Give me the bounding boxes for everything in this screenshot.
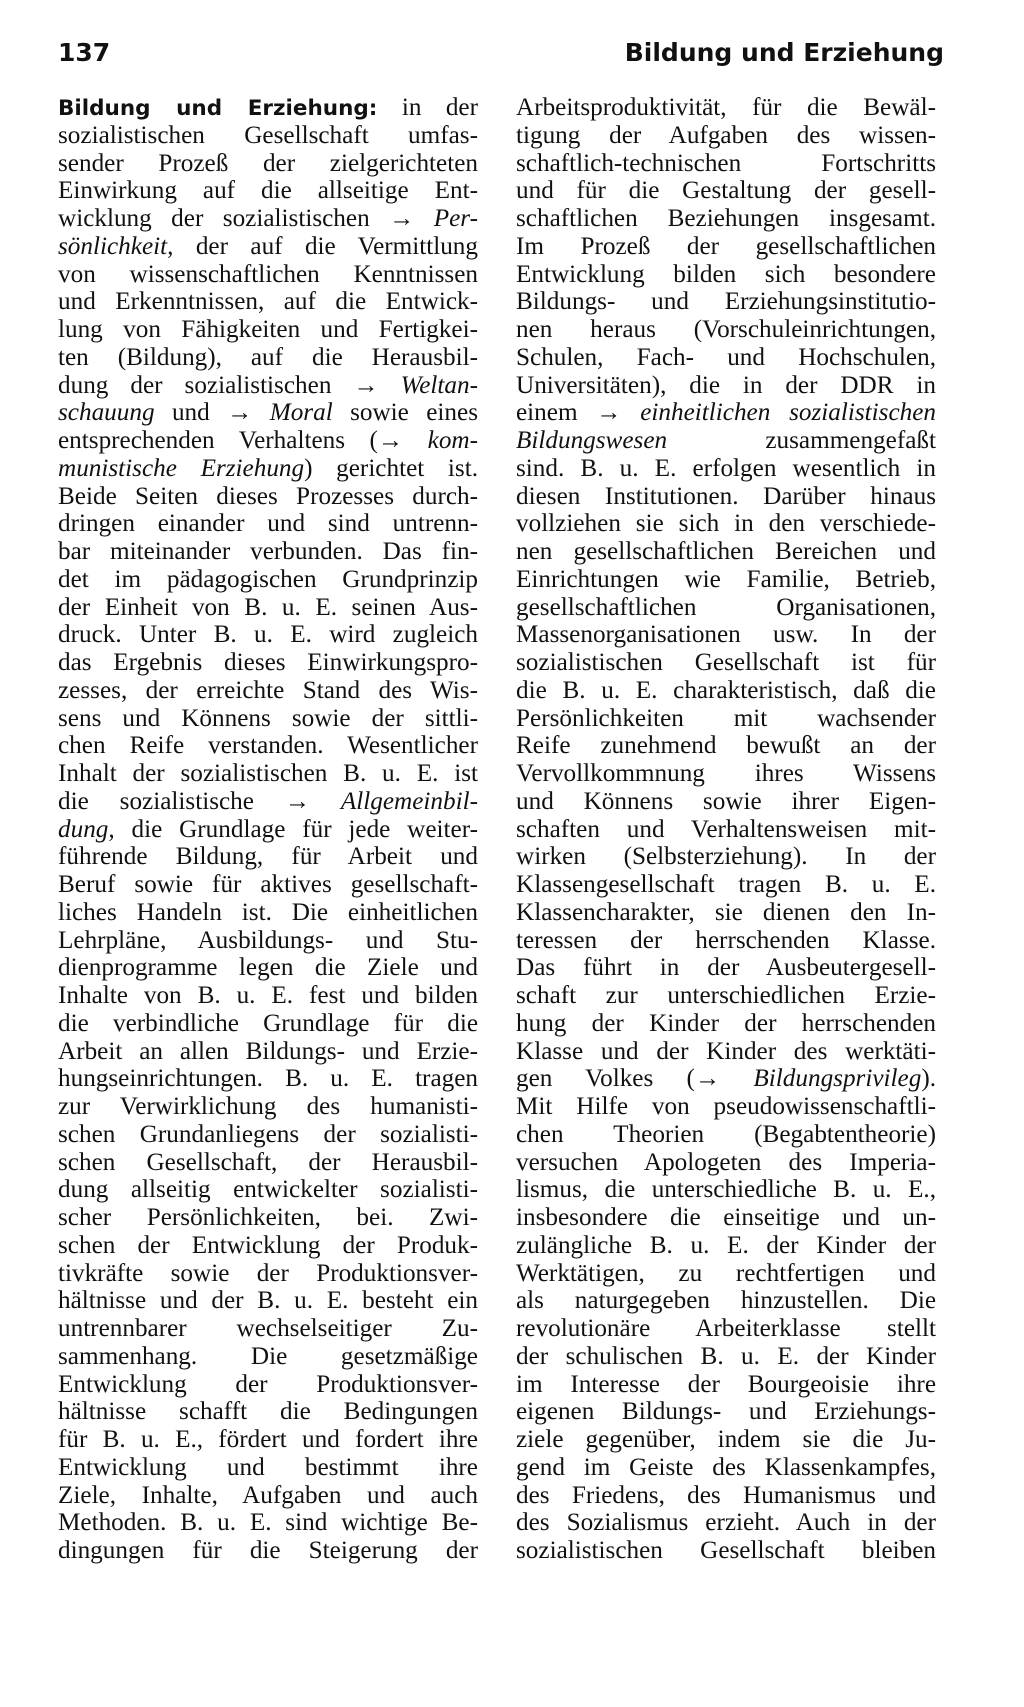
text-line — [58, 1232, 478, 1260]
text-line — [516, 843, 936, 871]
text-column-left — [58, 94, 478, 1565]
entry-headword: Bildung und Erziehung: — [58, 96, 378, 121]
text-line — [516, 1287, 936, 1315]
text-segment: liches Handeln ist. Die einheitlichen — [58, 898, 478, 926]
text-segment: vollziehen sie sich in den verschiede- — [516, 510, 936, 538]
running-head-title: Bildung und Erziehung — [624, 38, 944, 67]
text-line — [58, 288, 478, 316]
text-line — [58, 1537, 478, 1565]
text-line — [58, 1204, 478, 1232]
text-segment: Werktätigen, zu rechtfertigen und — [516, 1259, 936, 1287]
text-line — [516, 927, 936, 955]
text-line — [58, 510, 478, 538]
text-segment: hältnisse schafft die Bedingungen — [58, 1398, 478, 1426]
text-line — [58, 1315, 478, 1343]
text-line — [58, 399, 478, 427]
text-segment: scher Persönlichkeiten, bei. Zwi- — [58, 1204, 478, 1231]
text-line — [58, 233, 478, 261]
text-line — [516, 483, 936, 511]
text-segment: Mit Hilfe von pseudowissenschaftli- — [516, 1093, 936, 1120]
text-segment: nen gesellschaftlichen Bereichen und — [516, 538, 936, 565]
text-line — [516, 1315, 936, 1343]
text-line — [58, 566, 478, 594]
text-line — [516, 94, 936, 122]
text-line — [58, 871, 478, 899]
text-line — [516, 1426, 936, 1454]
text-segment: schen Grundanliegens der sozialisti- — [58, 1120, 478, 1148]
text-segment: Lehrpläne, Ausbildungs- und Stu- — [58, 926, 478, 954]
text-line — [58, 1093, 478, 1121]
text-line — [58, 1509, 478, 1537]
text-segment: einem → — [516, 399, 641, 427]
text-segment: Im Prozeß der gesellschaftlichen — [516, 232, 936, 260]
text-segment: lismus, die unterschiedliche B. u. E., — [516, 1176, 936, 1204]
text-line — [58, 1482, 478, 1510]
cross-reference: kom- — [427, 427, 478, 454]
text-segment: Massenorganisationen usw. In der — [516, 621, 936, 649]
text-segment: die Grundlage für jede weiter- — [114, 815, 478, 843]
text-line — [516, 982, 936, 1010]
text-segment: ten (Bildung), auf die Herausbil- — [58, 343, 478, 371]
text-line — [58, 316, 478, 344]
text-line — [58, 982, 478, 1010]
text-segment: Vervollkommnung ihres Wissens — [516, 760, 936, 787]
text-segment: sozialistischen Gesellschaft bleiben — [516, 1537, 936, 1564]
page-number: 137 — [58, 38, 111, 67]
text-line — [58, 150, 478, 178]
text-line — [58, 1176, 478, 1204]
text-line — [516, 1149, 936, 1177]
cross-reference: Weltan- — [400, 371, 478, 399]
text-segment: wicklung der sozialistischen → — [58, 205, 434, 232]
text-segment: und → — [154, 399, 270, 427]
text-line — [516, 1176, 936, 1204]
text-line — [516, 1398, 936, 1426]
text-line — [58, 455, 478, 483]
text-line — [58, 843, 478, 871]
text-line — [516, 233, 936, 261]
text-segment: schaften und Verhaltensweisen mit- — [516, 815, 936, 843]
text-segment: Entwicklung der Produktionsver- — [58, 1370, 478, 1398]
text-line — [58, 760, 478, 788]
text-segment: Schulen, Fach- und Hochschulen, — [516, 343, 936, 371]
text-line — [516, 816, 936, 844]
text-segment: für B. u. E., fördert und fordert ihre — [58, 1426, 478, 1453]
text-segment: chen Theorien (Begabtentheorie) — [516, 1120, 936, 1148]
text-segment: tivkräfte sowie der Produktionsver- — [58, 1259, 478, 1287]
text-segment: Universitäten), die in der DDR in — [516, 371, 936, 399]
text-line — [516, 1232, 936, 1260]
text-line — [58, 372, 478, 400]
text-segment: eigenen Bildungs- und Erziehungs- — [516, 1398, 936, 1426]
text-line — [516, 1343, 936, 1371]
text-line — [58, 1010, 478, 1038]
text-segment: als naturgegeben hinzustellen. Die — [516, 1287, 936, 1315]
text-line — [58, 954, 478, 982]
text-line — [516, 677, 936, 705]
text-segment: und Erkenntnissen, auf die Entwick- — [58, 288, 478, 316]
text-line — [58, 1343, 478, 1371]
text-segment: Klassencharakter, sie dienen den In- — [516, 898, 936, 926]
text-segment: schen der Entwicklung der Produk- — [58, 1231, 478, 1259]
text-segment: sender Prozeß der zielgerichteten — [58, 149, 478, 177]
text-segment: dung allseitig entwickelter sozialisti- — [58, 1176, 478, 1204]
text-segment: des Friedens, des Humanismus und — [516, 1481, 936, 1509]
text-segment: teressen der herrschenden Klasse. — [516, 926, 936, 954]
text-segment: Inhalt der sozialistischen B. u. E. ist — [58, 760, 478, 787]
text-line — [516, 205, 936, 233]
text-segment: Entwicklung und bestimmt ihre — [58, 1453, 478, 1481]
text-line — [516, 1260, 936, 1288]
cross-reference: munistische Erziehung — [58, 454, 305, 482]
text-segment: und für die Gestaltung der gesell- — [516, 177, 936, 205]
text-segment: sind. B. u. E. erfolgen wesentlich in — [516, 454, 936, 482]
text-segment: die verbindliche Grundlage für die — [58, 1009, 478, 1037]
text-segment: sowie eines — [332, 399, 479, 427]
text-segment: Beide Seiten dieses Prozesses durch- — [58, 482, 478, 510]
text-line — [516, 705, 936, 733]
text-segment: im Interesse der Bourgeoisie ihre — [516, 1370, 936, 1398]
text-segment: schen Gesellschaft, der Herausbil- — [58, 1148, 478, 1176]
text-line — [58, 427, 478, 455]
text-segment: entsprechenden Verhaltens (→ — [58, 427, 428, 454]
text-line — [516, 1204, 936, 1232]
text-segment: zesses, der erreichte Stand des Wis- — [58, 676, 478, 704]
text-segment: zur Verwirklichung des humanisti- — [58, 1093, 478, 1120]
text-line — [516, 538, 936, 566]
text-segment: Entwicklung bilden sich besondere — [516, 260, 936, 288]
text-segment: zusammengefaßt — [667, 427, 936, 454]
text-segment: in der — [377, 94, 478, 121]
text-line — [516, 1482, 936, 1510]
text-line — [516, 954, 936, 982]
text-segment: der schulischen B. u. E. der Kinder — [516, 1342, 936, 1370]
text-line — [58, 94, 478, 122]
text-line — [58, 1398, 478, 1426]
text-segment: untrennbarer wechselseitiger Zu- — [58, 1315, 478, 1342]
text-line — [58, 1149, 478, 1177]
text-line — [58, 1065, 478, 1093]
text-segment: Arbeitsproduktivität, für die Bewäl- — [516, 94, 936, 121]
text-segment: dung der sozialistischen → — [58, 371, 401, 399]
text-line — [58, 1038, 478, 1066]
text-line — [58, 649, 478, 677]
text-segment: gesellschaftlichen Organisationen, — [516, 593, 936, 621]
cross-reference: schauung — [58, 399, 155, 427]
text-line — [58, 344, 478, 372]
text-line — [58, 732, 478, 760]
text-segment: zulängliche B. u. E. der Kinder der — [516, 1231, 936, 1259]
text-segment: sens und Könnens sowie der sittli- — [58, 704, 478, 732]
text-line — [58, 1426, 478, 1454]
text-line — [58, 927, 478, 955]
text-line — [516, 1454, 936, 1482]
text-line — [58, 177, 478, 205]
text-segment: dringen einander und sind untrenn- — [58, 510, 478, 538]
text-segment: Persönlichkeiten mit wachsender — [516, 704, 936, 732]
text-segment: Klasse und der Kinder des werktäti- — [516, 1037, 936, 1065]
text-line — [58, 1121, 478, 1149]
text-segment: dienprogramme legen die Ziele und — [58, 954, 478, 982]
text-line — [58, 1287, 478, 1315]
text-line — [516, 399, 936, 427]
text-line — [516, 344, 936, 372]
cross-reference: dung, — [58, 815, 115, 843]
text-segment: ). — [921, 1065, 936, 1093]
text-line — [516, 732, 936, 760]
text-line — [516, 871, 936, 899]
cross-reference: Per- — [433, 205, 478, 232]
text-segment: schaftlichen Beziehungen insgesamt. — [516, 205, 936, 232]
text-segment: das Ergebnis dieses Einwirkungspro- — [58, 649, 478, 676]
text-segment: Ziele, Inhalte, Aufgaben und auch — [58, 1481, 478, 1509]
cross-reference: Allgemeinbil- — [340, 787, 478, 815]
cross-reference: Bildungswesen — [516, 427, 668, 454]
text-segment: Einwirkung auf die allseitige Ent- — [58, 177, 478, 205]
text-segment: Einrichtungen wie Familie, Betrieb, — [516, 565, 936, 593]
text-line — [516, 1121, 936, 1149]
text-line — [516, 150, 936, 178]
text-line — [58, 816, 478, 844]
text-segment: tigung der Aufgaben des wissen- — [516, 121, 936, 149]
text-segment: Klassengesellschaft tragen B. u. E. — [516, 871, 936, 898]
text-line — [58, 483, 478, 511]
text-line — [58, 705, 478, 733]
text-line — [516, 1038, 936, 1066]
text-segment: schaft zur unterschiedlichen Erzie- — [516, 982, 936, 1009]
text-segment: hung der Kinder der herrschenden — [516, 1009, 936, 1037]
text-segment: Arbeit an allen Bildungs- und Erzie- — [58, 1037, 478, 1065]
text-segment: nen heraus (Vorschuleinrichtungen, — [516, 316, 936, 343]
text-line — [58, 788, 478, 816]
text-segment: chen Reife verstanden. Wesentlicher — [58, 732, 478, 760]
text-segment: hungseinrichtungen. B. u. E. tragen — [58, 1065, 478, 1093]
text-line — [58, 1454, 478, 1482]
text-line — [516, 788, 936, 816]
text-segment: des Sozialismus erzieht. Auch in der — [516, 1509, 936, 1537]
text-line — [516, 1537, 936, 1565]
text-line — [58, 899, 478, 927]
text-segment: von wissenschaftlichen Kenntnissen — [58, 260, 478, 288]
text-line — [516, 1093, 936, 1121]
text-line — [58, 1260, 478, 1288]
text-segment: sozialistischen Gesellschaft ist für — [516, 649, 936, 676]
text-segment: sammenhang. Die gesetzmäßige — [58, 1342, 478, 1370]
text-line — [516, 427, 936, 455]
text-segment: der Einheit von B. u. E. seinen Aus- — [58, 593, 478, 621]
text-segment: der auf die Vermittlung — [173, 232, 478, 260]
text-segment: dingungen für die Steigerung der — [58, 1537, 478, 1564]
text-line — [516, 1065, 936, 1093]
text-line — [516, 566, 936, 594]
text-segment: gen Volkes (→ — [516, 1065, 754, 1093]
text-segment: hältnisse und der B. u. E. besteht ein — [58, 1287, 478, 1315]
text-line — [516, 594, 936, 622]
text-segment: Bildungs- und Erziehungsinstitutio- — [516, 288, 936, 316]
text-line — [516, 316, 936, 344]
text-segment: Methoden. B. u. E. sind wichtige Be- — [58, 1509, 478, 1537]
text-segment: insbesondere die einseitige und un- — [516, 1204, 936, 1231]
text-segment: die B. u. E. charakteristisch, daß die — [516, 676, 936, 704]
text-line — [516, 455, 936, 483]
text-segment: bar miteinander verbunden. Das fin- — [58, 538, 478, 565]
text-segment: ) gerichtet ist. — [304, 454, 478, 482]
text-segment: Reife zunehmend bewußt an der — [516, 732, 936, 760]
text-line — [516, 122, 936, 150]
cross-reference: Bildungsprivileg — [753, 1065, 922, 1093]
text-segment: druck. Unter B. u. E. wird zugleich — [58, 621, 478, 649]
text-line — [516, 177, 936, 205]
cross-reference: sönlichkeit, — [58, 232, 174, 260]
text-segment: lung von Fähigkeiten und Fertigkei- — [58, 316, 478, 343]
text-line — [516, 899, 936, 927]
text-segment: führende Bildung, für Arbeit und — [58, 843, 478, 871]
text-segment: die sozialistische → — [58, 787, 341, 815]
text-segment: Das führt in der Ausbeutergesell- — [516, 954, 936, 982]
text-segment: versuchen Apologeten des Imperia- — [516, 1148, 936, 1176]
text-line — [58, 594, 478, 622]
text-line — [58, 677, 478, 705]
text-line — [58, 205, 478, 233]
text-segment: schaftlich-technischen Fortschritts — [516, 149, 936, 177]
running-head — [58, 38, 944, 78]
text-line — [516, 510, 936, 538]
text-line — [516, 261, 936, 289]
text-line — [58, 621, 478, 649]
text-segment: wirken (Selbsterziehung). In der — [516, 843, 936, 871]
text-line — [516, 1371, 936, 1399]
text-segment: det im pädagogischen Grundprinzip — [58, 565, 478, 593]
text-line — [516, 1509, 936, 1537]
cross-reference: Moral — [269, 399, 333, 427]
text-line — [516, 1010, 936, 1038]
text-segment: diesen Institutionen. Darüber hinaus — [516, 482, 936, 510]
text-line — [58, 261, 478, 289]
text-line — [58, 538, 478, 566]
text-line — [516, 649, 936, 677]
text-line — [516, 372, 936, 400]
text-segment: ziele gegenüber, indem sie die Ju- — [516, 1426, 936, 1453]
text-segment: und Könnens sowie ihrer Eigen- — [516, 787, 936, 815]
text-line — [516, 760, 936, 788]
text-column-right — [516, 94, 936, 1565]
text-line — [516, 288, 936, 316]
text-line — [58, 1371, 478, 1399]
cross-reference: einheitlichen sozialistischen — [640, 399, 936, 427]
text-line — [516, 621, 936, 649]
text-line — [58, 122, 478, 150]
text-segment: revolutionäre Arbeiterklasse stellt — [516, 1315, 936, 1342]
text-segment: Beruf sowie für aktives gesellschaft- — [58, 871, 478, 898]
text-segment: sozialistischen Gesellschaft umfas- — [58, 121, 478, 149]
text-segment: gend im Geiste des Klassenkampfes, — [516, 1453, 936, 1481]
text-segment: Inhalte von B. u. E. fest und bilden — [58, 982, 478, 1009]
